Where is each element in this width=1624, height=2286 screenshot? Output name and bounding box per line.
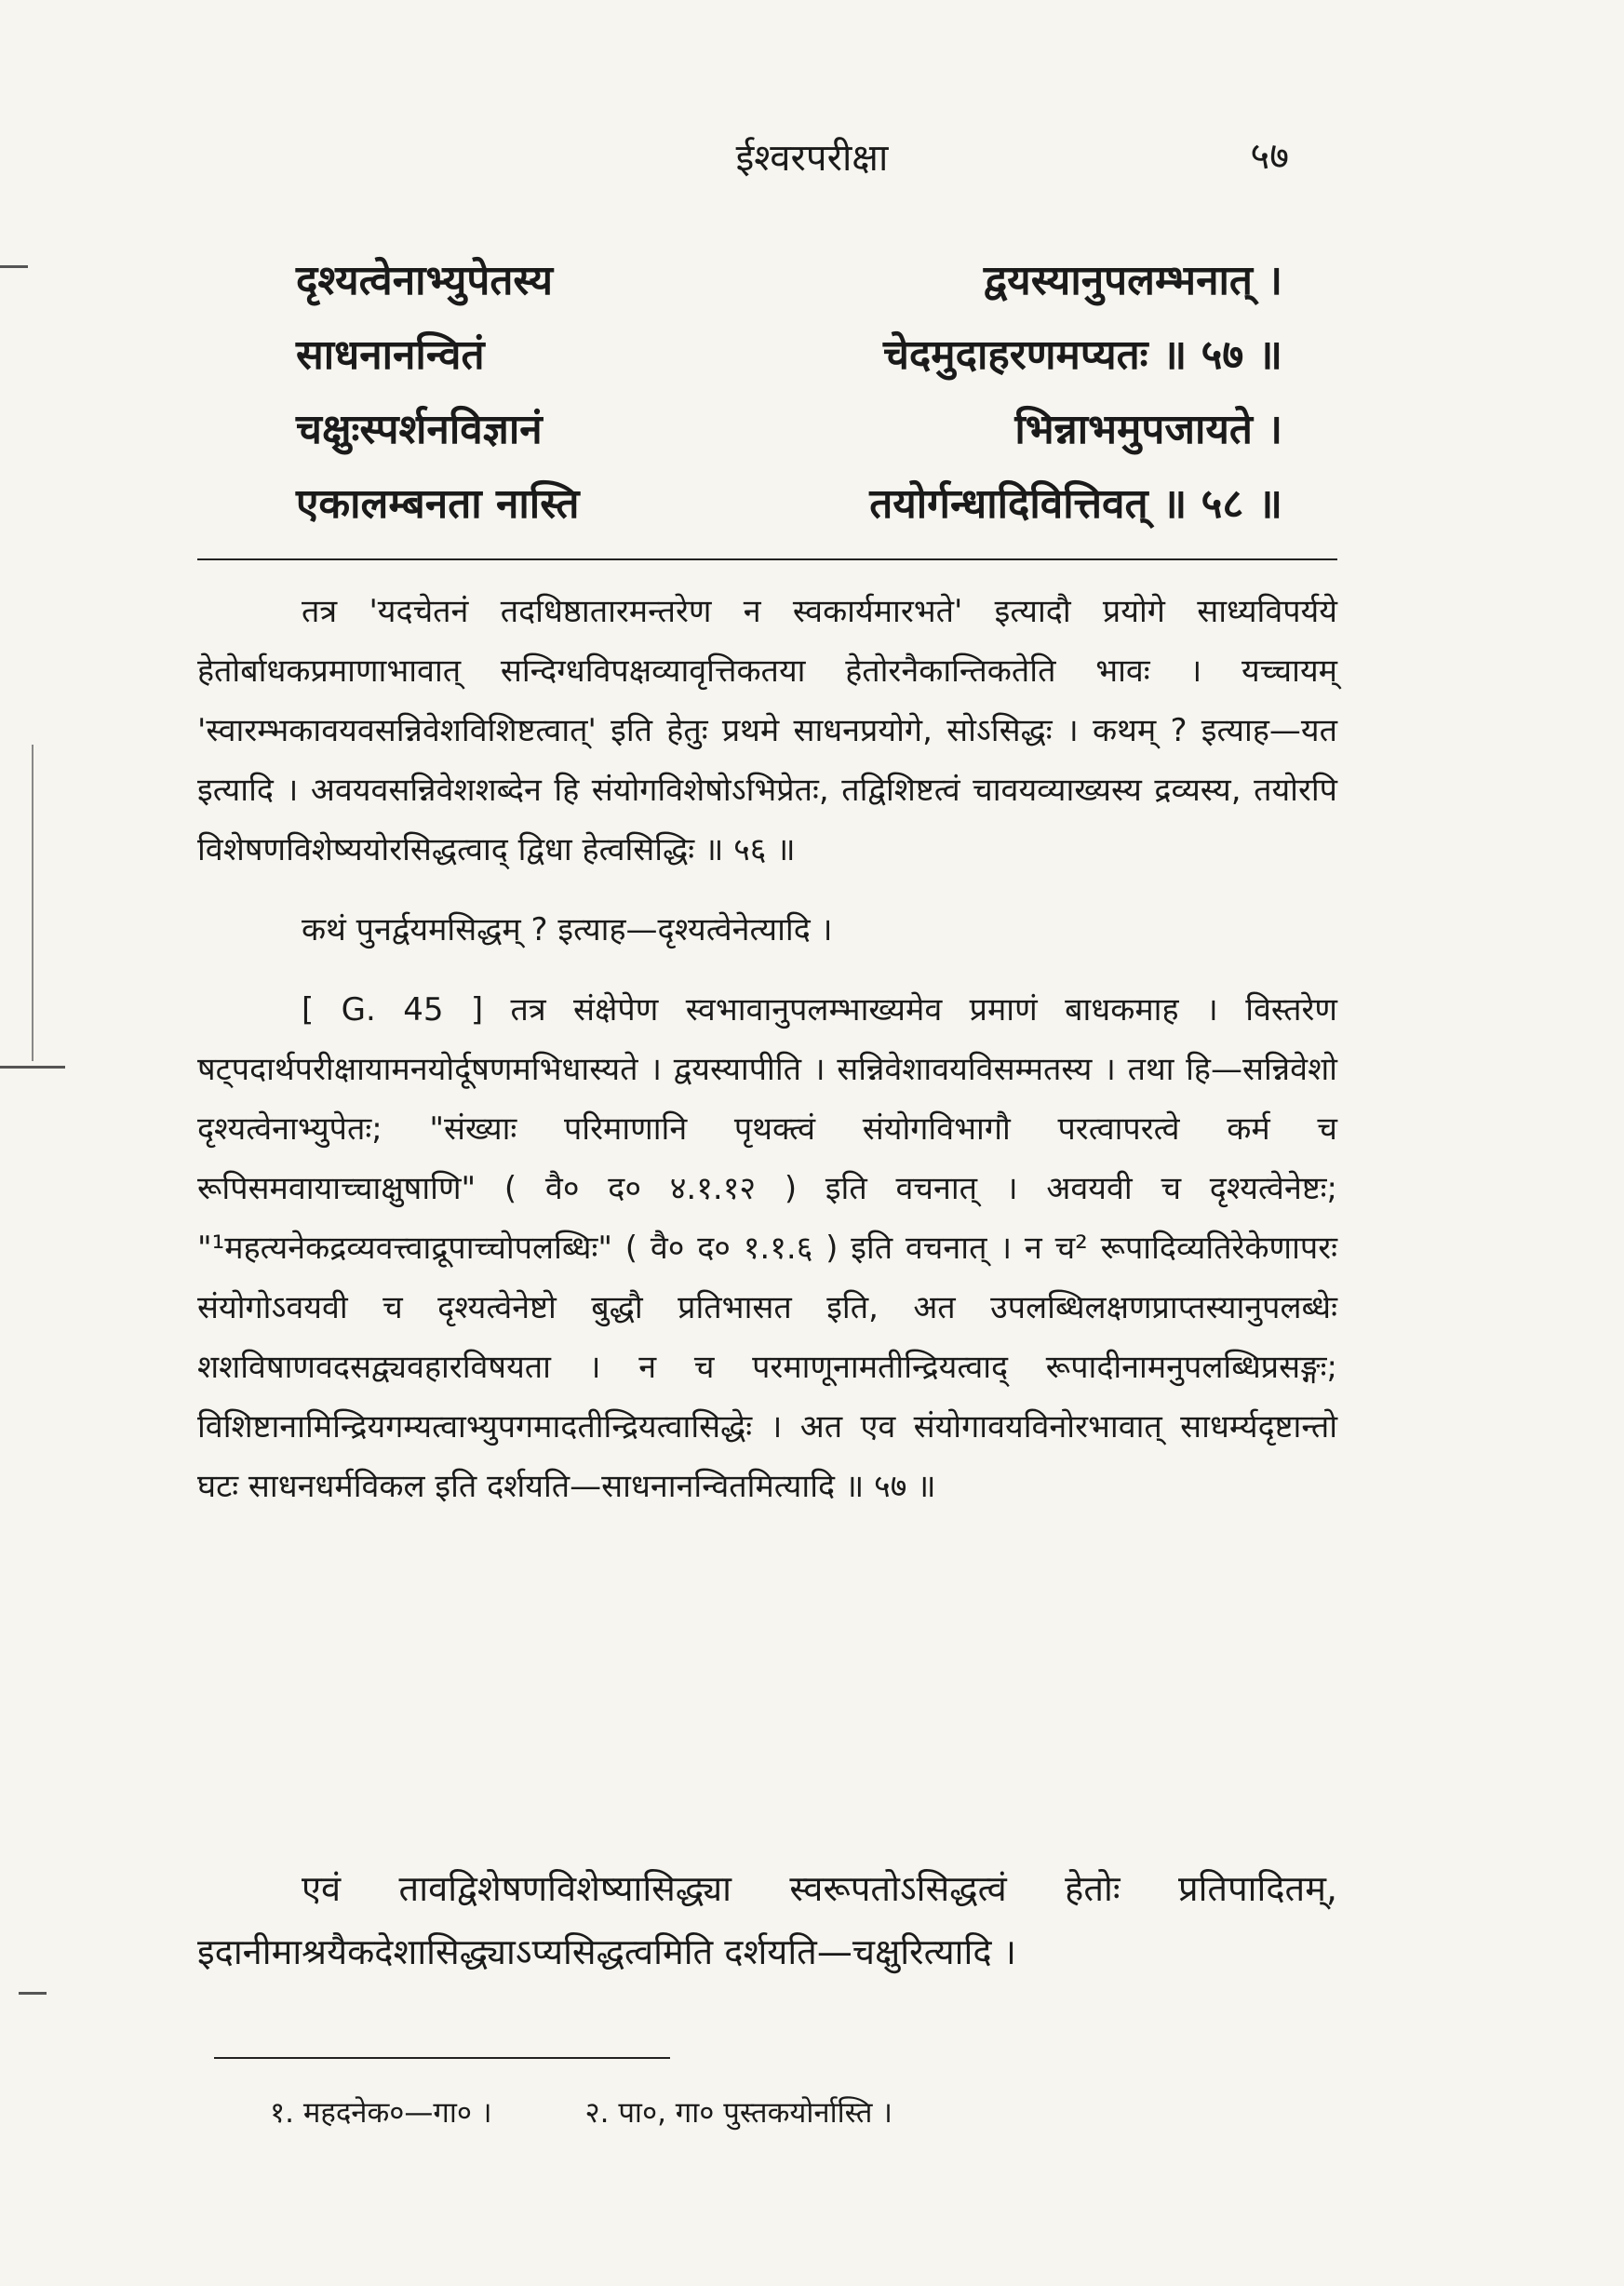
footnote-2: २. पा०, गा० पुस्तकयोर्नास्ति । <box>584 2096 893 2130</box>
verse-block <box>296 244 1282 542</box>
commentary-paragraph: कथं पुनर्द्वयमसिद्धम् ? इत्याह—दृश्यत्वेनेत्यादि । <box>302 911 833 948</box>
closing-passage <box>197 1857 1337 1983</box>
verse-second-half: भिन्नाभमुपजायते । <box>1014 406 1282 453</box>
closing-paragraph: एवं तावद्विशेषणविशेष्यासिद्ध्या स्वरूपतोऽसिद्धत्वं हेतोः प्रतिपादितम्, इदानीमाश्रयैकदेशासिद्ध्याऽप्यसिद्धत्वमिति दर्शयति—चक्षुरित्यादि । <box>197 1868 1337 1972</box>
verse-first-half: एकालम्बनता नास्ति <box>296 480 580 528</box>
verse-second-half: चेदमुदाहरणमप्यतः ॥ ५७ ॥ <box>882 331 1282 379</box>
footnotes <box>270 2092 1294 2131</box>
verse-first-half: दृश्यत्वेनाभ्युपेतस्य <box>296 257 554 304</box>
verse-first-half: साधनानन्वितं <box>296 331 485 379</box>
verse-first-half: चक्षुःस्पर्शनविज्ञानं <box>296 406 543 453</box>
page-number: ५७ <box>1250 135 1289 178</box>
binding-line <box>32 745 34 1061</box>
verse-divider <box>197 558 1337 560</box>
commentary-paragraph: तत्र 'यदचेतनं तदधिष्ठातारमन्तरेण न स्वकार्यमारभते' इत्यादौ प्रयोगे साध्यविपर्यये हेतोर्बाधकप्रमाणाभावात् सन्दिग्धविपक्षव्यावृत्तिकतया हेतोरनैकान्तिकतेति भावः । यच्चायम् 'स्वारम्भकावयवसन्निवेशविशिष्टत्वात्' इति हेतुः प्रथमे साधनप्रयोगे, सोऽसिद्धः । कथम् ? इत्याह—यत इत्यादि । अवयवसन्निवेशशब्देन हि संयोगविशेषोऽभिप्रेतः, तद्विशिष्टत्वं चावयव्याख्यस्य द्रव्यस्य, तयोरपि विशेषणविशेष्ययोरसिद्धत्वाद् द्विधा हेत्वसिद्धिः ॥ ५६ ॥ <box>197 593 1337 868</box>
commentary-body <box>197 582 1337 1516</box>
margin-dash <box>0 265 28 268</box>
running-header-title: ईश्वरपरीक्षा <box>735 137 889 180</box>
margin-dash <box>0 1066 65 1069</box>
verse-line <box>296 318 1282 393</box>
commentary-paragraph: [ G. 45 ] तत्र संक्षेपेण स्वभावानुपलम्भाख्यमेव प्रमाणं बाधकमाह । विस्तरेण षट्पदार्थपरीक्षायामनयोर्दूषणमभिधास्यते । द्वयस्यापीति । सन्निवेशावयविसम्मतस्य । तथा हि—सन्निवेशो दृश्यत्वेनाभ्युपेतः; "संख्याः परिमाणानि पृथक्त्वं संयोगविभागौ परत्वापरत्वे कर्म च रूपिसमवायाच्चाक्षुषाणि" ( वै० द० ४.१.१२ ) इति वचनात् । अवयवी च दृश्यत्वेनेष्टः; "¹महत्यनेकद्रव्यवत्त्वाद्रूपाच्चोपलब्धिः" ( वै० द० १.१.६ ) इति वचनात् । न च² रूपादिव्यतिरेकेणापरः संयोगोऽवयवी च दृश्यत्वेनेष्टो बुद्धौ प्रतिभासत इति, अत उपलब्धिलक्षणप्राप्तस्यानुपलब्धेः शशविषाणवदसद्व्यवहारविषयता । न च परमाणूनामतीन्द्रियत्वाद् रूपादीनामनुपलब्धिप्रसङ्गः; विशिष्टानामिन्द्रियगम्यत्वाभ्युपगमादतीन्द्रियत्वासिद्धेः । अत एव संयोगावयविनोरभावात् साधर्म्यदृष्टान्तो घटः साधनधर्मविकल इति दर्शयति—साधनानन्वितमित्यादि ॥ ५७ ॥ <box>197 991 1337 1505</box>
footnote-divider <box>214 2057 670 2059</box>
footnote-1: १. महदनेक०—गा० । <box>270 2096 492 2130</box>
margin-dash <box>19 1992 47 1995</box>
verse-second-half: द्वयस्यानुपलम्भनात् । <box>983 257 1282 304</box>
verse-line <box>296 467 1282 542</box>
verse-line <box>296 244 1282 318</box>
verse-line <box>296 393 1282 467</box>
verse-second-half: तयोर्गन्धादिवित्तिवत् ॥ ५८ ॥ <box>869 480 1282 528</box>
